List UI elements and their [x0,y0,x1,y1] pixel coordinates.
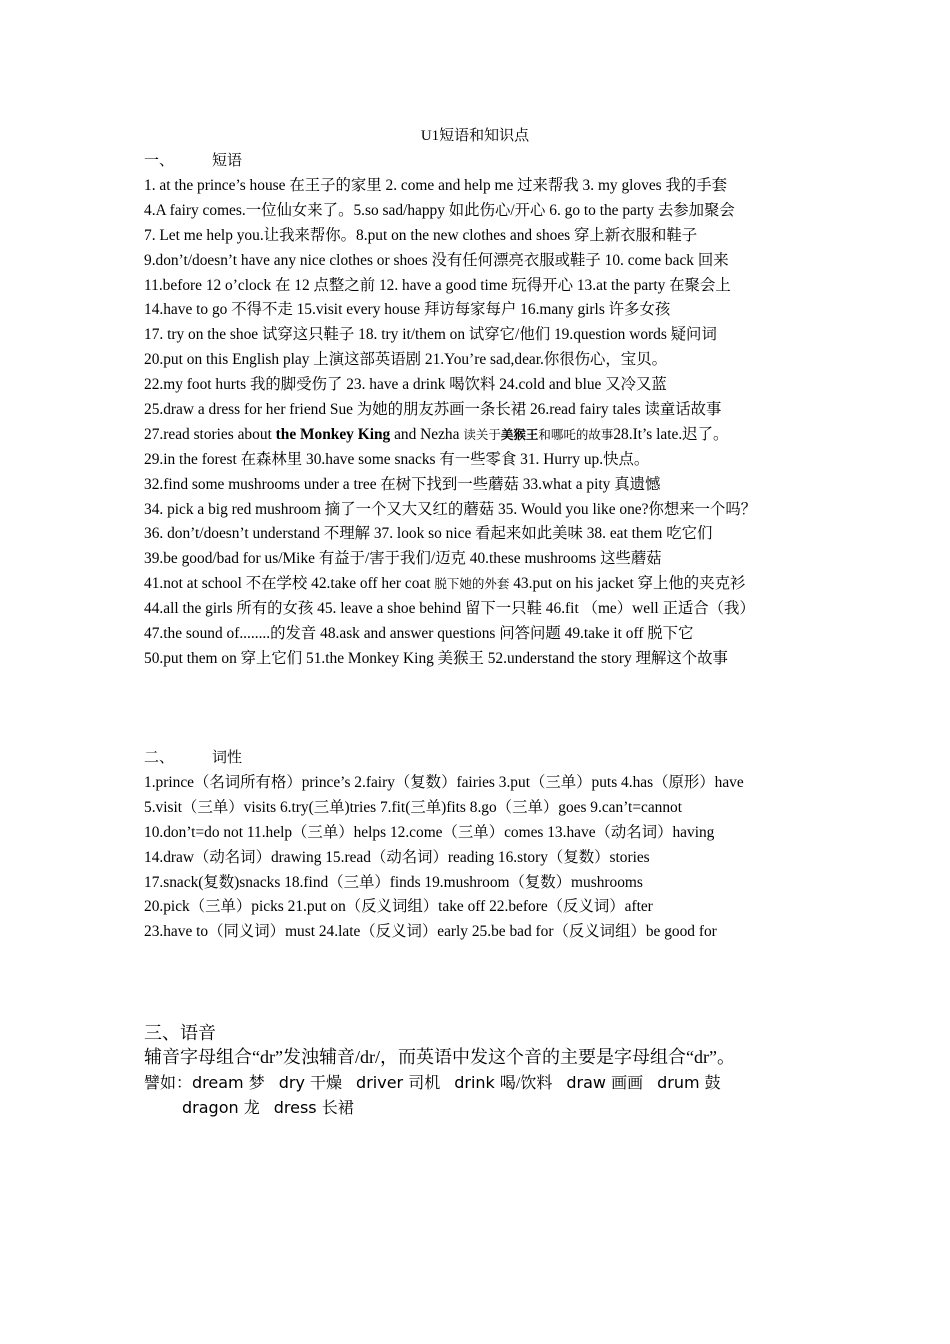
example-meaning: 梦 [248,1075,265,1092]
phrase-bold-text: 美猴王 [500,427,539,442]
phrase-text: 41.not at school 不在学校 42.take off her coat [144,575,435,593]
wordform-list [144,771,812,945]
example-word: driver [356,1073,409,1092]
phrase-text: 27.read stories about [144,425,276,443]
phrase-line: 39.be good/bad for us/Mike 有益于/害于我们/迈克 40.these mushrooms 这些蘑菇 [144,550,662,568]
phrase-line: 22.my foot hurts 我的脚受伤了 23. have a drink 喝饮料 24.cold and blue 又冷又蓝 [144,376,667,394]
phrase-small-text: 读关于 [463,427,501,442]
phrase-line: 7. Let me help you.让我来帮你。8.put on the new clothes and shoes 穿上新衣服和鞋子 [144,226,698,244]
phrase-line: 50.put them on 穿上它们 51.the Monkey King 美猴王 52.understand the story 理解这个故事 [144,649,728,667]
phrase-line: 32.find some mushrooms under a tree 在树下找到一些蘑菇 33.what a pity 真遗憾 [144,475,661,493]
example-row [144,1096,824,1121]
wordform-line: 14.draw（动名词）drawing 15.read（动名词）reading 16.story（复数）stories [144,848,650,866]
example-meaning: 鼓 [704,1075,721,1092]
example-meaning: 司机 [408,1075,441,1092]
example-word: dragon [182,1098,244,1117]
example-word: dress [273,1098,322,1117]
phrase-line: 14.have to go 不得不走 15.visit every house 拜访每家每户 16.many girls 许多女孩 [144,301,671,319]
wordform-line: 17.snack(复数)snacks 18.find（三单）finds 19.mushroom（复数）mushrooms [144,873,643,891]
wordform-line: 5.visit（三单）visits 6.try(三单)tries 7.fit(三单)fits 8.go（三单）goes 9.can’t=cannot [144,798,683,816]
section-heading-phonics: 三、语音 [144,1023,216,1043]
document-title: U1短语和知识点 [420,128,530,144]
phrase-line: 4.A fairy comes.一位仙女来了。5.so sad/happy 如此伤心/开心 6. go to the party 去参加聚会 [144,201,735,219]
section-heading-wordforms [144,748,242,768]
wordform-line: 20.pick（三单）picks 21.put on（反义词组）take off 22.before（反义词）after [144,898,653,916]
phrase-line: 1. at the prince’s house 在王子的家里 2. come and help me 过来帮我 3. my gloves 我的手套 [144,177,728,194]
phrase-line: 29.in the forest 在森林里 30.have some snacks 有一些零食 31. Hurry up.快点。 [144,450,650,468]
phrase-line-41 [144,572,812,597]
phrase-line: 9.don’t/doesn’t have any nice clothes or shoes 没有任何漂亮衣服或鞋子 10. come back 回来 [144,251,729,269]
example-word: dream [192,1073,249,1092]
phrase-text: 28.It’s late.迟了。 [613,425,729,443]
example-meaning: 干燥 [310,1075,343,1092]
example-word: drink [454,1073,500,1092]
section-title: 词性 [212,750,243,766]
wordform-line: 10.don’t=do not 11.help（三单）helps 12.come（三单）comes 13.have（动名词）having [144,823,715,841]
example-word: draw [566,1073,612,1092]
phrase-text: 43.put on his jacket 穿上他的夹克衫 [509,575,746,593]
example-meaning: 画画 [611,1075,644,1092]
section-number: 一、 [144,153,175,169]
example-intro: 譬如： [144,1075,193,1092]
wordform-line: 23.have to（同义词）must 24.late（反义词）early 25.be bad for（反义词组）be good for [144,923,717,941]
example-meaning: 长裙 [321,1100,354,1117]
phrase-bold-text: the Monkey King [275,425,391,443]
phrase-line: 36. don’t/doesn’t understand 不理解 37. look so nice 看起来如此美味 38. eat them 吃它们 [144,525,713,543]
phrase-line: 47.the sound of........的发音 48.ask and answer questions 问答问题 49.take it off 脱下它 [144,625,694,643]
phrase-list [144,174,812,672]
wordform-line: 1.prince（名词所有格）prince’s 2.fairy（复数）fairies 3.put（三单）puts 4.has（原形）have [144,774,744,791]
phonics-rule: 辅音字母组合“dr”发浊辅音/dr/，而英语中发这个音的主要是字母组合“dr”。 [144,1047,735,1067]
section-title: 短语 [212,153,243,169]
example-meaning: 喝/饮料 [499,1075,553,1092]
phrase-line: 11.before 12 o’clock 在 12 点整之前 12. have a good time 玩得开心 13.at the party 在聚会上 [144,276,731,294]
phrase-small-text: 脱下她的外套 [434,577,510,592]
example-meaning: 龙 [243,1100,260,1117]
example-row [144,1071,824,1096]
phrase-line: 17. try on the shoe 试穿这只鞋子 18. try it/them on 试穿它/他们 19.question words 疑问词 [144,326,717,344]
section-heading-phrases [144,151,242,171]
phrase-text: and Nezha [390,425,464,443]
phrase-line-27 [144,423,812,448]
example-word: drum [657,1073,705,1092]
phrase-line: 25.draw a dress for her friend Sue 为她的朋友苏画一条长裙 26.read fairy tales 读童话故事 [144,401,722,419]
phrase-line: 44.all the girls 所有的女孩 45. leave a shoe behind 留下一只鞋 46.fit （me）well 正适合（我） [144,600,755,618]
phrase-line: 20.put on this English play 上演这部英语剧 21.You’re sad,dear.你很伤心，宝贝。 [144,351,667,369]
section-number: 二、 [144,750,175,766]
example-word: dry [278,1073,311,1092]
phrase-small-text: 和哪吒的故事 [538,427,614,442]
phonics-examples [144,1071,824,1121]
phrase-line: 34. pick a big red mushroom 摘了一个又大又红的蘑菇 35. Would you like one?你想来一个吗？ [144,500,757,518]
